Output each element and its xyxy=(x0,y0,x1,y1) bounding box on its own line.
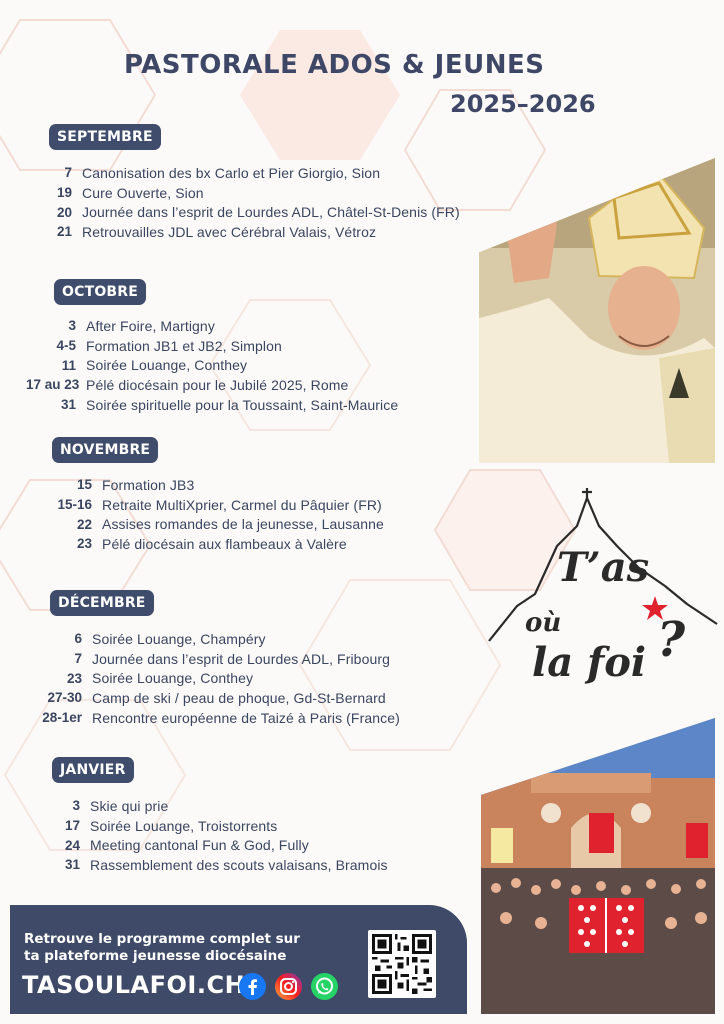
event-text: Soirée Louange, Champéry xyxy=(92,630,266,647)
event-text: Soirée Louange, Troistorrents xyxy=(90,817,278,834)
event-text: After Foire, Martigny xyxy=(86,317,215,334)
list-item xyxy=(42,835,388,855)
event-date: 31 xyxy=(64,857,80,873)
event-text: Retraite MultiXprier, Carmel du Pâquier (FR) xyxy=(102,496,382,513)
whatsapp-icon[interactable] xyxy=(311,973,338,1000)
event-date: 7 xyxy=(64,165,72,181)
month-label-january: JANVIER xyxy=(52,757,134,783)
list-item xyxy=(42,816,388,836)
event-date: 3 xyxy=(68,318,76,334)
event-text: Soirée spirituelle pour la Toussaint, Saint-Maurice xyxy=(86,396,399,413)
list-item xyxy=(34,202,460,222)
list-item xyxy=(32,708,400,728)
event-text: Soirée Louange, Conthey xyxy=(92,670,254,687)
event-text: Skie qui prie xyxy=(90,797,169,814)
logo-question-mark: ? xyxy=(657,612,686,668)
event-date: 23 xyxy=(66,670,82,686)
event-date: 15-16 xyxy=(57,497,92,513)
event-text: Retrouvailles JDL avec Cérébral Valais, Vétroz xyxy=(82,223,377,240)
event-text: Soirée Louange, Conthey xyxy=(86,357,248,374)
event-date: 22 xyxy=(76,516,92,532)
event-list-october xyxy=(26,316,398,414)
event-date: 7 xyxy=(74,651,82,667)
event-text: Pélé diocésain aux flambeaux à Valère xyxy=(102,535,347,552)
season-year: 2025–2026 xyxy=(450,90,596,118)
logo-line1: T’as xyxy=(557,544,650,591)
list-item xyxy=(26,336,398,356)
footer-banner xyxy=(10,905,467,1014)
tas-ou-la-foi-logo xyxy=(487,486,719,706)
event-date: 24 xyxy=(64,837,80,853)
instagram-icon[interactable] xyxy=(275,973,302,1000)
website-link[interactable]: TASOULAFOI.CH xyxy=(22,971,246,999)
month-label-december: DÉCEMBRE xyxy=(50,590,154,616)
event-text: Rencontre européenne de Taizé à Paris (France) xyxy=(92,709,400,726)
list-item xyxy=(34,163,460,183)
list-item xyxy=(26,375,398,395)
list-item xyxy=(50,534,384,554)
list-item xyxy=(42,855,388,875)
event-text: Meeting cantonal Fun & God, Fully xyxy=(90,837,309,854)
logo-line2: où xyxy=(525,608,562,638)
event-date: 17 xyxy=(64,818,80,834)
list-item xyxy=(50,514,384,534)
footer-text-line2: ta plateforme jeunesse diocésaine xyxy=(24,948,287,964)
event-date: 20 xyxy=(56,204,72,220)
list-item xyxy=(34,183,460,203)
list-item xyxy=(42,796,388,816)
list-item xyxy=(32,668,400,688)
list-item xyxy=(26,395,398,415)
month-label-september: SEPTEMBRE xyxy=(49,124,161,150)
event-text: Formation JB3 xyxy=(102,476,195,493)
event-date: 19 xyxy=(56,185,72,201)
footer-text-line1: Retrouve le programme complet sur xyxy=(24,931,300,947)
event-text: Journée dans l’esprit de Lourdes ADL, Fribourg xyxy=(92,650,390,667)
event-date: 17 au 23 xyxy=(26,377,80,393)
event-date: 31 xyxy=(60,397,76,413)
event-text: Rassemblement des scouts valaisans, Bramois xyxy=(90,856,388,873)
facebook-icon[interactable] xyxy=(239,973,266,1000)
list-item xyxy=(50,475,384,495)
list-item xyxy=(26,355,398,375)
month-label-november: NOVEMBRE xyxy=(52,437,158,463)
event-date: 11 xyxy=(61,357,76,373)
event-text: Journée dans l’esprit de Lourdes ADL, Châtel-St-Denis (FR) xyxy=(82,204,460,221)
list-item xyxy=(34,222,460,242)
event-date: 27-30 xyxy=(47,690,82,706)
list-item xyxy=(50,495,384,515)
event-date: 3 xyxy=(72,798,80,814)
event-list-november xyxy=(50,475,384,554)
event-date: 28-1er xyxy=(42,710,82,726)
list-item xyxy=(32,629,400,649)
event-date: 23 xyxy=(76,536,92,552)
event-text: Formation JB1 et JB2, Simplon xyxy=(86,337,282,354)
event-date: 4-5 xyxy=(56,338,76,354)
event-date: 15 xyxy=(76,477,92,493)
list-item xyxy=(32,649,400,669)
logo-line3: la foi xyxy=(532,639,647,686)
event-list-january xyxy=(42,796,388,875)
event-list-september xyxy=(34,163,460,242)
list-item xyxy=(32,688,400,708)
event-text: Assises romandes de la jeunesse, Lausanne xyxy=(102,516,384,533)
event-list-december xyxy=(32,629,400,727)
event-text: Pélé diocésain pour le Jubilé 2025, Rome xyxy=(86,376,349,393)
event-date: 6 xyxy=(74,631,82,647)
event-text: Cure Ouverte, Sion xyxy=(82,184,204,201)
list-item xyxy=(26,316,398,336)
event-text: Canonisation des bx Carlo et Pier Giorgio, Sion xyxy=(82,164,381,181)
page-title: PASTORALE ADOS & JEUNES xyxy=(124,50,545,80)
event-date: 21 xyxy=(56,224,72,240)
month-label-october: OCTOBRE xyxy=(54,279,146,305)
event-text: Camp de ski / peau de phoque, Gd-St-Bernard xyxy=(92,689,386,706)
qr-code[interactable] xyxy=(368,930,436,998)
